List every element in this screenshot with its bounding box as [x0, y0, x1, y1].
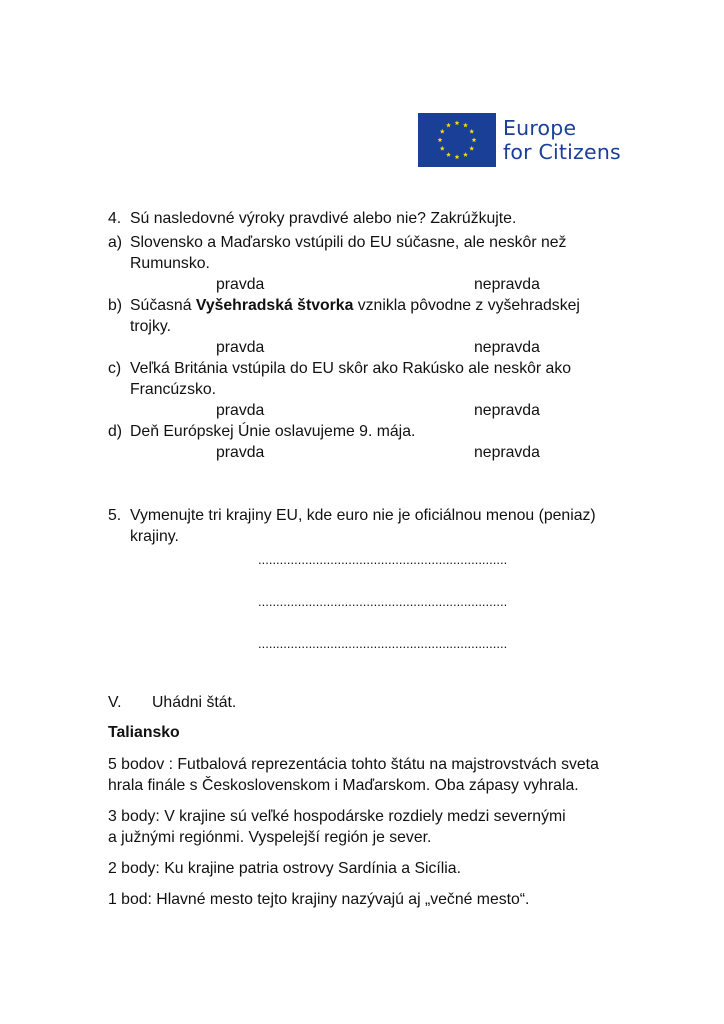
hint-3-points-line-1: 3 body: V krajine sú veľké hospodárske rozdiely medzi severnými [108, 808, 566, 825]
item-c-line-1: Veľká Británia vstúpila do EU skôr ako Rakúsko ale neskôr ako [130, 360, 572, 377]
item-c-line-2: Francúzsko. [130, 381, 217, 398]
answer-line-2[interactable]: ..................................................................... [258, 594, 508, 609]
question-4-text: Sú nasledovné výroky pravdivé alebo nie? Zakrúžkujte. [130, 210, 517, 227]
item-d-line-1: Deň Európskej Únie oslavujeme 9. mája. [130, 423, 416, 440]
item-a-false-option[interactable]: nepravda [474, 276, 540, 293]
item-c-true-option[interactable]: pravda [216, 402, 265, 419]
answer-line-3[interactable]: ..................................................................... [258, 636, 508, 651]
answer-line-1[interactable]: ..................................................................... [258, 552, 508, 567]
hint-5-points-line-1: 5 bodov : Futbalová reprezentácia tohto štátu na majstrovstvách sveta [108, 756, 599, 773]
item-a-label: a) [108, 234, 123, 251]
item-d-label: d) [108, 423, 123, 440]
logo-line-2: for Citizens [503, 140, 621, 164]
hint-5-points-line-2: hrala finále s Československom i Maďarskom. Oba zápasy vyhrala. [108, 777, 579, 794]
item-a-line-1: Slovensko a Maďarsko vstúpili do EU súčasne, ale neskôr než [130, 234, 567, 251]
question-5-line-1: Vymenujte tri krajiny EU, kde euro nie je oficiálnou menou (peniaz) [130, 507, 596, 524]
item-b-true-option[interactable]: pravda [216, 339, 265, 356]
item-a-true-option[interactable]: pravda [216, 276, 265, 293]
hint-3-points-line-2: a južnými regiónmi. Vyspelejší región je sever. [108, 829, 432, 846]
logo-text [503, 116, 621, 164]
item-b-label: b) [108, 297, 123, 314]
europe-for-citizens-logo [418, 113, 621, 167]
item-d-true-option[interactable]: pravda [216, 444, 265, 461]
section-v-numeral: V. [108, 694, 122, 711]
question-5-number: 5. [108, 507, 122, 524]
question-4-number: 4. [108, 210, 122, 227]
item-b-line-2: trojky. [130, 318, 171, 335]
question-5-line-2: krajiny. [130, 528, 179, 545]
hint-2-points: 2 body: Ku krajine patria ostrovy Sardínia a Sicília. [108, 860, 461, 877]
item-b-line-1-post: vznikla pôvodne z vyšehradskej [353, 297, 580, 314]
logo-line-1: Europe [503, 116, 577, 140]
country-heading: Taliansko [108, 724, 180, 741]
item-b-false-option[interactable]: nepravda [474, 339, 540, 356]
item-b-line-1 [130, 296, 580, 316]
item-c-false-option[interactable]: nepravda [474, 402, 540, 419]
item-c-label: c) [108, 360, 122, 377]
section-v-title: Uhádni štát. [152, 694, 237, 711]
item-a-line-2: Rumunsko. [130, 255, 210, 272]
question-4 [108, 209, 517, 229]
eu-flag-icon [418, 113, 496, 167]
hint-1-point: 1 bod: Hlavné mesto tejto krajiny nazývajú aj „večné mesto“. [108, 891, 530, 908]
item-d-false-option[interactable]: nepravda [474, 444, 540, 461]
item-b-line-1-bold: Vyšehradská štvorka [195, 297, 354, 314]
question-5 [108, 506, 596, 526]
item-b-line-1-pre: Súčasná [130, 297, 196, 314]
